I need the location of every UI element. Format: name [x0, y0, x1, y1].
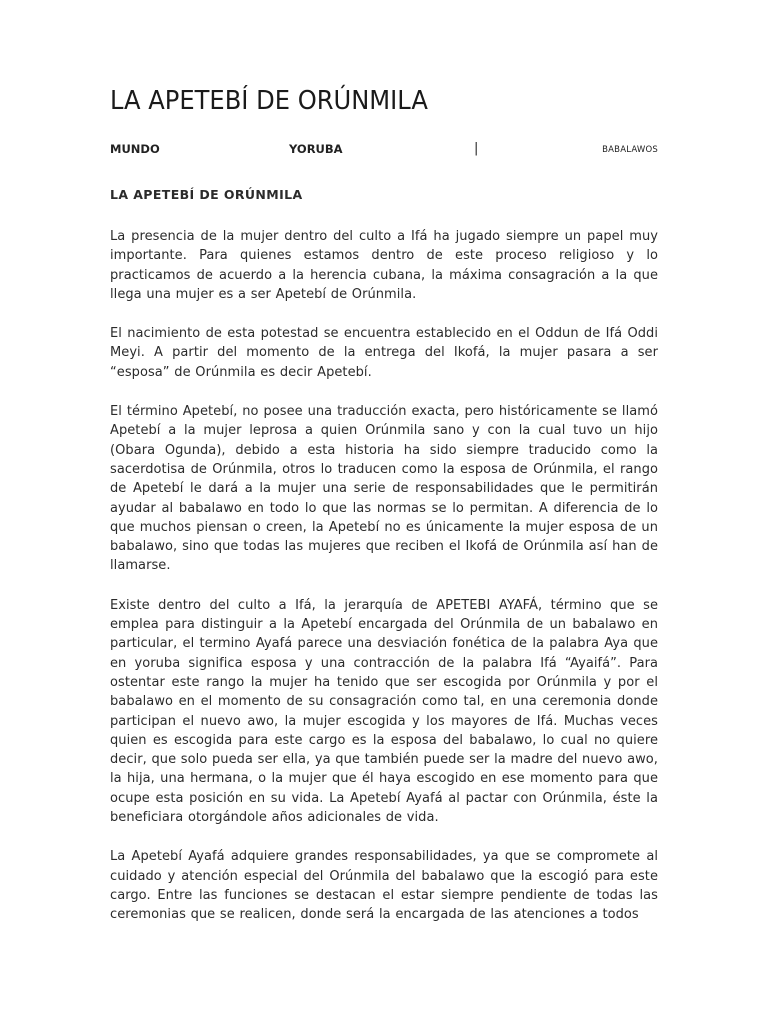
paragraph-2: El nacimiento de esta potestad se encuentra establecido en el Oddun de Ifá Oddi Meyi. A partir del momento de la entrega del Ikofá, la mujer pasara a ser “esposa” de Orúnmila es decir Apetebí. — [110, 326, 658, 380]
category-yoruba[interactable]: YORUBA — [289, 142, 343, 156]
article-body — [110, 227, 658, 945]
paragraph-3: El término Apetebí, no posee una traducción exacta, pero históricamente se llamó Apetebí a la mujer leprosa a quien Orúnmila sano y con la cual tuvo un hijo (Obara Ogunda), debido a esta historia ha sido siempre traducido como la sacerdotisa de Orúnmila, otros lo traducen como la esposa de Orúnmila, el rango de Apetebí le dará a la mujer una serie de responsabilidades que le permitirán ayudar al babalawo en todo lo que las normas se lo permitan. A diferencia de lo que muchos piensan o creen, la Apetebí no es únicamente la mujer esposa de un babalawo, sino que todas las mujeres que reciben el Ikofá de Orúnmila así han de llamarse. — [110, 404, 658, 574]
category-separator: | — [474, 141, 479, 156]
document-title: LA APETEBÍ DE ORÚNMILA — [110, 86, 428, 116]
paragraph-1: La presencia de la mujer dentro del culto a Ifá ha jugado siempre un papel muy importante. Para quienes estamos dentro de este proceso religioso y lo practicamos de acuerdo a la herencia cubana, la máxima consagración a la que llega una mujer es a ser Apetebí de Orúnmila. — [110, 229, 658, 302]
section-heading: LA APETEBÍ DE ORÚNMILA — [110, 187, 303, 202]
tag-babalawos[interactable]: BABALAWOS — [602, 145, 658, 155]
category-mundo[interactable]: MUNDO — [110, 142, 160, 156]
category-row — [110, 142, 658, 158]
paragraph-5: La Apetebí Ayafá adquiere grandes responsabilidades, ya que se compromete al cuidado y atención especial del Orúnmila del babalawo que la escogió para este cargo. Entre las funciones se destacan el estar siempre pendiente de todas las ceremonias que se realicen, donde será la encargada de las atenciones a todos — [110, 849, 658, 923]
paragraph-4: Existe dentro del culto a Ifá, la jerarquía de APETEBI AYAFÁ, término que se emplea para distinguir a la Apetebí encargada del Orúnmila de un babalawo en particular, el termino Ayafá parece una desviación fonética de la palabra Aya que en yoruba significa esposa y una contracción de la palabra Ifá “Ayaifá”. Para ostentar este rango la mujer ha tenido que ser escogida por Orúnmila y por el babalawo en el momento de su consagración como tal, en una ceremonia donde participan el nuevo awo, la mujer escogida y los mayores de Ifá. Muchas veces quien es escogida para este cargo es la esposa del babalawo, lo cual no quiere decir, que solo pueda ser ella, ya que también puede ser la madre del nuevo awo, la hija, una hermana, o la mujer que él haya escogido en ese momento para que ocupe esta posición en su vida. La Apetebí Ayafá al pactar con Orúnmila, éste la beneficiara otorgándole años adicionales de vida. — [110, 597, 658, 826]
